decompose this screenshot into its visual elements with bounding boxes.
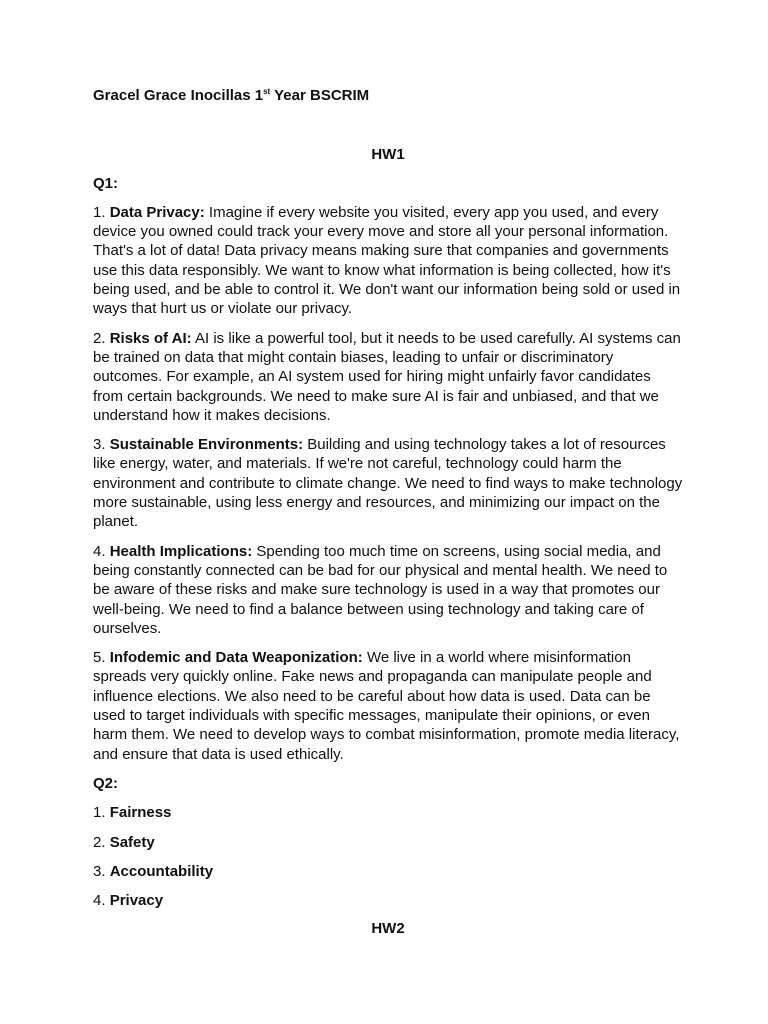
hw2-title: HW2: [371, 920, 405, 938]
item-term: Privacy: [109, 892, 164, 910]
q2-item-fairness: [93, 803, 683, 822]
item-term: Data Privacy:: [109, 203, 205, 221]
q1-item-infodemic: [93, 648, 683, 764]
ordinal-suffix: st: [263, 87, 271, 96]
item-text: Spending too much time on screens, using social media, and being constantly connected can be bad for our physical and mental health. We need to be aware of these risks and make sure technology is used in a way that promotes our well-being. We need to find a balance between using technology and taking care of ourselves.: [93, 542, 668, 637]
q1-item-health-implications: [93, 542, 683, 638]
item-term: Health Implications:: [109, 542, 253, 560]
q1-item-sustainable-environments: [93, 435, 683, 531]
q2-label: Q2:: [93, 774, 119, 792]
item-number: 3.: [93, 436, 106, 454]
item-number: 2.: [93, 833, 106, 851]
document-page: [93, 86, 683, 939]
student-header: [93, 86, 683, 105]
item-term: Accountability: [109, 862, 214, 880]
q1-label: Q1:: [93, 174, 119, 192]
q2-item-safety: [93, 833, 683, 852]
item-number: 3.: [93, 862, 106, 880]
item-number: 1.: [93, 203, 106, 221]
item-number: 4.: [93, 542, 106, 560]
item-text: Building and using technology takes a lot of resources like energy, water, and materials. If we're not careful, technology could harm the environment and contribute to climate change. We need to find ways to make technology more sustainable, using less energy and resources, and minimizing our impact on the planet.: [93, 436, 683, 531]
student-year-course: Year BSCRIM: [270, 87, 370, 104]
q2-item-privacy: [93, 891, 683, 910]
student-name: Gracel Grace Inocillas 1: [93, 87, 264, 104]
item-text: AI is like a powerful tool, but it needs to be used carefully. AI systems can be trained on data that might contain biases, leading to unfair or discriminatory outcomes. For example, an AI system used for hiring might unfairly favor candidates from certain backgrounds. We need to make sure AI is fair and unbiased, and that we understand how it makes decisions.: [93, 329, 681, 424]
item-term: Fairness: [109, 804, 172, 822]
hw1-title: HW1: [371, 146, 405, 164]
q1-item-risks-of-ai: [93, 329, 683, 425]
item-term: Safety: [109, 833, 155, 851]
item-term: Infodemic and Data Weaponization:: [109, 649, 363, 667]
item-number: 2.: [93, 329, 106, 347]
item-text: Imagine if every website you visited, every app you used, and every device you owned could track your every move and store all your personal information. That's a lot of data! Data privacy means making sure that companies and governments use this data responsibly. We want to know what information is being collected, how it's being used, and be able to control it. We don't want our information being sold or used in ways that hurt us or violate our privacy.: [93, 203, 681, 318]
item-number: 5.: [93, 649, 106, 667]
item-text: We live in a world where misinformation spreads very quickly online. Fake news and propaganda can manipulate people and influence elections. We also need to be careful about how data is used. Data can be used to target individuals with specific messages, manipulate their opinions, or even harm them. We need to develop ways to combat misinformation, promote media literacy, and ensure that data is used ethically.: [93, 649, 680, 763]
q2-item-accountability: [93, 862, 683, 881]
q1-item-data-privacy: [93, 203, 683, 319]
item-term: Sustainable Environments:: [109, 436, 304, 454]
item-term: Risks of AI:: [109, 329, 192, 347]
item-number: 4.: [93, 892, 106, 910]
item-number: 1.: [93, 804, 106, 822]
